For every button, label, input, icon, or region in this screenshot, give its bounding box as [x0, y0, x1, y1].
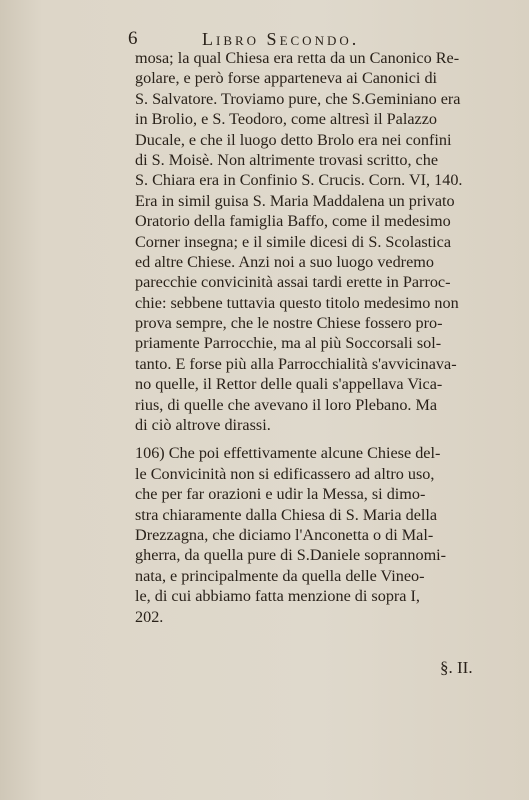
section-signature: §. II.	[440, 658, 473, 677]
text-line: parecchie convicinità assai tardi erette in Parroc-	[135, 273, 451, 292]
text-line: stra chiaramente dalla Chiesa di S. Maria della	[135, 505, 438, 524]
text-line: no quelle, il Rettor delle quali s'appellava Vica-	[135, 375, 443, 394]
page-header	[128, 28, 428, 50]
text-line: ed altre Chiese. Anzi noi a suo luogo vedremo	[135, 252, 434, 271]
text-line: chie: sebbene tuttavia questo titolo medesimo non	[135, 293, 459, 312]
body-text	[135, 48, 500, 627]
text-line: in Brolio, e S. Teodoro, come altresì il Palazzo	[135, 110, 438, 129]
text-line: prova sempre, che le nostre Chiese fossero pro-	[135, 314, 443, 333]
text-line: gherra, da quella pure di S.Daniele soprannomi-	[135, 546, 447, 565]
text-line: tanto. E forse più alla Parrocchialità s'avvicinava-	[135, 354, 457, 373]
text-line: Corner insegna; e il simile dicesi di S. Scolastica	[135, 232, 452, 251]
text-line: 202.	[135, 607, 164, 626]
text-line: S. Chiara era in Confinio S. Crucis. Corn. VI, 140.	[135, 171, 463, 190]
text-line: S. Salvatore. Troviamo pure, che S.Geminiano era	[135, 89, 461, 108]
text-line: rius, di quelle che avevano il loro Plebano. Ma	[135, 395, 438, 414]
text-line: priamente Parrocchie, ma al più Soccorsali sol-	[135, 334, 442, 353]
page-number: 6	[128, 28, 138, 49]
text-line: Drezzagna, che diciamo l'Anconetta o di Mal-	[135, 525, 434, 544]
text-line: le Convicinità non si edificassero ad altro uso,	[135, 464, 435, 483]
text-line: Ducale, e che il luogo detto Brolo era nei confini	[135, 130, 452, 149]
text-line: di ciò altrove dirassi.	[135, 416, 271, 435]
text-line: che per far orazioni e udir la Messa, si dimo-	[135, 485, 426, 504]
text-line: Oratorio della famiglia Baffo, come il medesimo	[135, 212, 451, 231]
text-line: 106) Che poi effettivamente alcune Chiese del-	[135, 444, 441, 463]
text-line: mosa; la qual Chiesa era retta da un Canonico Re-	[135, 49, 460, 67]
text-line: le, di cui abbiamo fatta menzione di sopra I,	[135, 587, 420, 606]
text-line: nata, e principalmente da quella delle Vineo-	[135, 566, 425, 585]
running-head: Libro Secondo.	[202, 29, 360, 49]
text-line: golare, e però forse apparteneva ai Canonici di	[135, 69, 438, 88]
paragraph-gap	[135, 435, 500, 443]
text-line: Era in simil guisa S. Maria Maddalena un privato	[135, 191, 455, 210]
text-line: di S. Moisè. Non altrimente trovasi scritto, che	[135, 150, 439, 169]
